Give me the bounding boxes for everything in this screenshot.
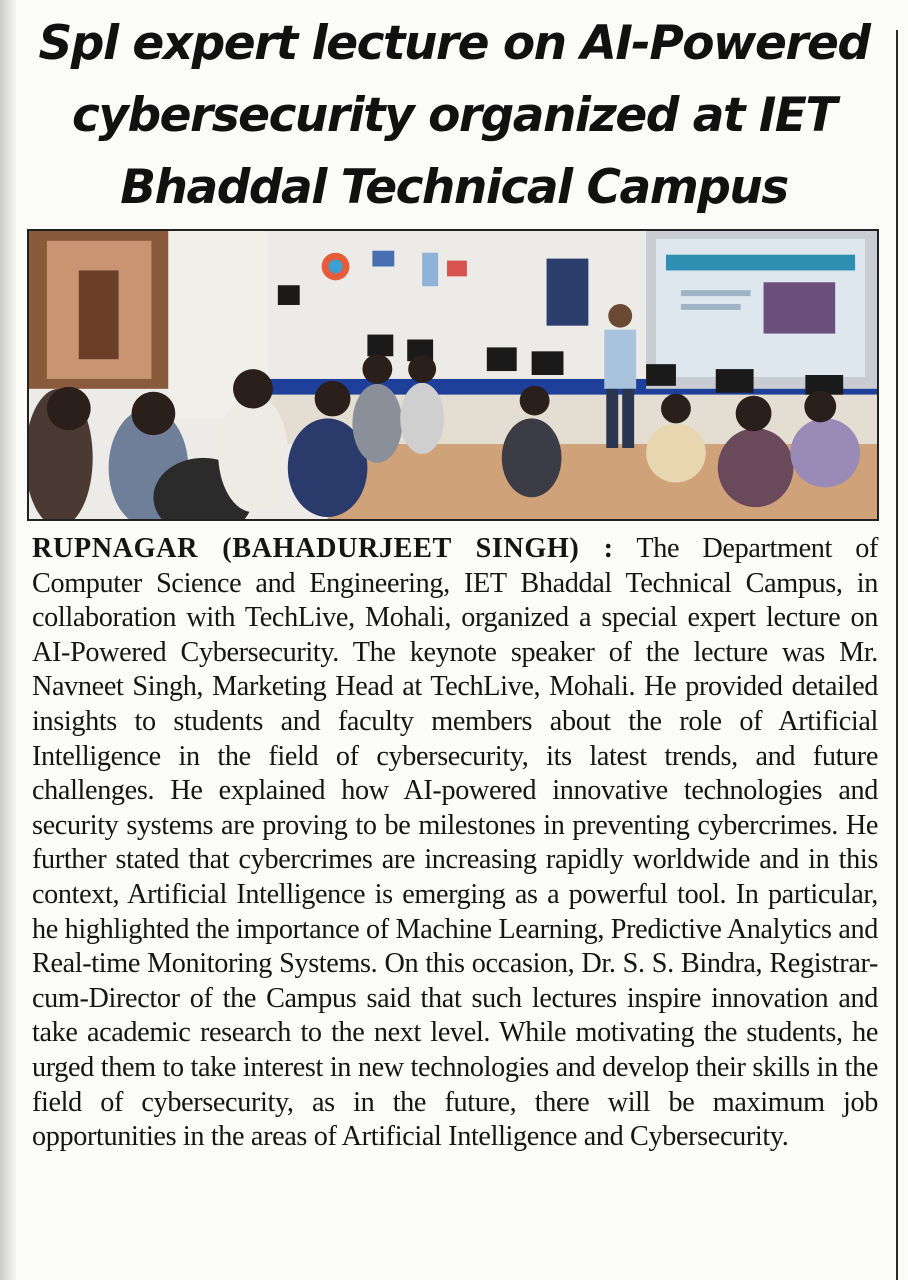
page-fold-shadow [0, 0, 16, 1280]
article-body [32, 532, 878, 1155]
article-text: The Department of Computer Science and Engineering, IET Bhaddal Technical Campus, in collaboration with TechLive, Mohali, organized a special expert lecture on AI-Powered Cybersecurity. The keynote speaker of the lecture was Mr. Navneet Singh, Marketing Head at TechLive, Mohali. He provided detailed insights to students and faculty members about the role of Artificial Intelligence in the field of cybersecurity, its latest trends, and future challenges. He explained how AI-powered innovative technologies and security systems are proving to be milestones in preventing cybercrimes. He further stated that cybercrimes are increasing rapidly worldwide and in this context, Artificial Intelligence is emerging as a powerful tool. In particular, he highlighted the importance of Machine Learning, Predictive Analytics and Real-time Monitoring Systems. On this occasion, Dr. S. S. Bindra, Registrar-cum-Director of the Campus said that such lectures inspire innovation and take academic research to the next level. While motivating the students, he urged them to take interest in new technologies and develop their skills in the field of cybersecurity, as in the future, there will be maximum job opportunities in the areas of Artificial Intelligence and Cybersecurity. [32, 533, 878, 1153]
classroom-scene-image [29, 231, 877, 519]
column-rule [896, 30, 898, 1280]
lecture-photo [27, 229, 879, 521]
headline: Spl expert lecture on AI-Powered cybersecurity organized at IET Bhaddal Technical Campus [38, 16, 870, 215]
dateline: RUPNAGAR (BAHADURJEET SINGH) : [32, 533, 614, 564]
